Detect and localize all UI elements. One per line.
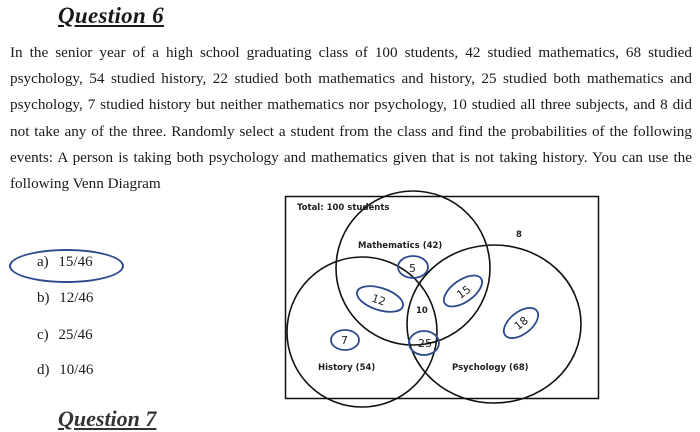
option-a-label: a) <box>37 254 49 270</box>
math-psych-count: 15 <box>454 282 474 302</box>
math-only-count: 5 <box>409 262 416 275</box>
all-three-count: 10 <box>416 306 428 316</box>
math-label: Mathematics (42) <box>358 241 443 251</box>
venn-total-label: Total: 100 students <box>297 203 390 213</box>
next-question-title: Question 7 <box>58 406 157 431</box>
psychology-circle <box>407 245 581 403</box>
option-b-label: b) <box>37 290 50 306</box>
math-history-count: 12 <box>369 291 388 309</box>
option-a[interactable] <box>37 254 93 271</box>
outside-count: 8 <box>516 230 522 240</box>
problem-text: In the senior year of a high school graduating class of 100 students, 42 studied mathematics, 68 studied psychology, 54 studied history, 22 studied both mathematics and history, 25 studied both mathematics and psychology, 7 studied history but neither mathematics nor psychology, 10 studied all three subjects, and 8 did not take any of the three. Randomly select a student from the class and find the probabilities of the following events: A person is taking both psychology and mathematics given that is not taking history. You can use the following Venn Diagram <box>10 44 692 193</box>
history-circle <box>287 257 437 407</box>
psychology-label: Psychology (68) <box>452 363 529 373</box>
option-b[interactable] <box>37 290 93 307</box>
option-d-label: d) <box>37 362 50 378</box>
psych-only-count: 18 <box>511 313 531 333</box>
option-d[interactable] <box>37 362 93 379</box>
option-c[interactable] <box>37 327 93 344</box>
history-psych-count: 25 <box>418 337 432 350</box>
option-c-value: 25/46 <box>58 327 93 343</box>
option-d-value: 10/46 <box>59 362 94 378</box>
question-title: Question 6 <box>58 3 164 28</box>
option-c-label: c) <box>37 327 49 343</box>
option-a-value: 15/46 <box>58 254 93 270</box>
history-only-count: 7 <box>341 334 348 347</box>
history-label: History (54) <box>318 363 376 373</box>
option-b-value: 12/46 <box>59 290 94 306</box>
